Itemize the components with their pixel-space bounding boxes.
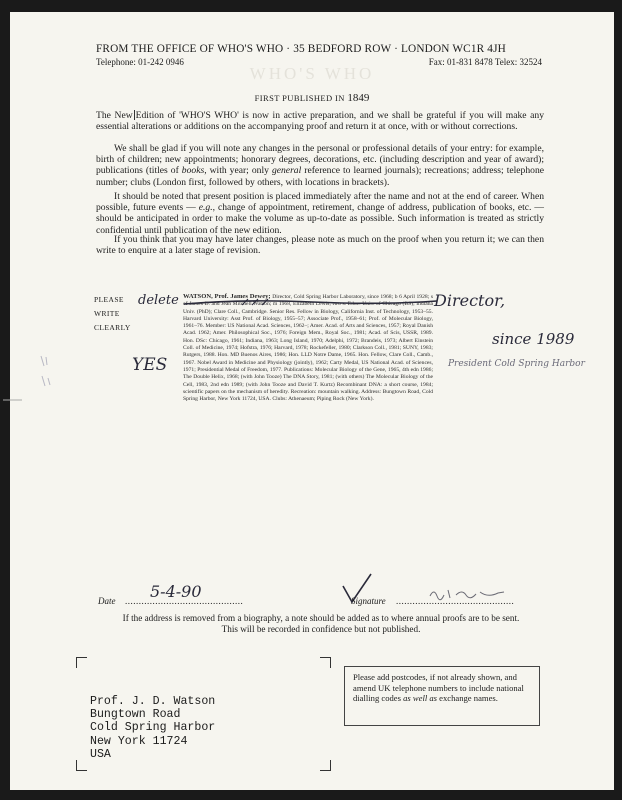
address-line: New York 11724 — [90, 734, 188, 748]
handwritten-president: President Cold Spring Harbor — [448, 359, 585, 369]
address-note-line2: This will be recorded in confidence but not published. — [221, 624, 421, 634]
p3-text-a: It should be noted that present position is placed immediately after the name and not at the end of career. When possible, future events — — [96, 191, 544, 214]
mailing-address — [90, 695, 215, 761]
date-dots: ........................................... — [125, 596, 244, 606]
faint-margin-marks — [38, 354, 62, 388]
address-note-line1: If the address is removed from a biography, a note should be added as to where annual proofs are to be sent. — [122, 613, 520, 623]
address-line: Cold Spring Harbor — [90, 721, 216, 735]
watermark: WHO'S WHO — [249, 64, 375, 83]
p2-text-b: , with year; only — [204, 165, 272, 177]
address-line: USA — [90, 747, 111, 761]
biography-proof-entry — [183, 293, 433, 403]
first-published-year: 1849 — [347, 92, 370, 104]
handwritten-yes: YES — [132, 355, 168, 375]
address-removal-note — [96, 613, 546, 635]
intro-paragraph — [96, 110, 544, 132]
later-changes-paragraph: If you think that you may have later changes, please note as much on the proof when you return it; we can then write to enquire at a later stage of revision. — [96, 234, 544, 257]
window-corner-bottom-right — [320, 760, 331, 771]
handwritten-director: Director, — [434, 291, 506, 310]
fax-telex: Fax: 01-831 8478 Telex: 32524 — [428, 57, 542, 67]
entry-name: WATSON, Prof. James Dewey; — [183, 293, 271, 300]
p3-eg: e.g. — [198, 202, 213, 214]
p1-new: The New — [96, 110, 133, 121]
p2-books: books — [181, 165, 205, 177]
first-published — [10, 92, 614, 104]
telephone: Telephone: 01-242 0946 — [96, 57, 184, 67]
p1-text: Edition of 'WHO'S WHO' is now in active preparation, and we shall be grateful if you will make any essential alterations or additions on the accompanying proof and return it at once, with or without corrections. — [96, 110, 545, 133]
handwritten-signature — [428, 586, 508, 602]
edge-mark — [2, 396, 24, 404]
handwritten-date: 5-4-90 — [150, 582, 202, 601]
changes-paragraph — [96, 143, 544, 188]
strike-through-mark — [182, 296, 442, 308]
notice-text-a: Please add postcodes, if not already shown, and amend UK telephone numbers to include national dialling codes — [353, 672, 524, 704]
form-sheet — [10, 12, 614, 790]
window-corner-top-left — [76, 657, 87, 668]
signature-label: Signature — [351, 596, 386, 606]
notice-as-well-as: as well as — [403, 693, 438, 704]
position-paragraph — [96, 191, 544, 236]
entry-text: Director, Cold Spring Harbor Laboratory, since 1968; b 6 April 1928; s of James D. and Jean Mitchell Watson; m 1968, Elizabeth Lewis; two s. Educ: Univ. of Chicago (BS); Indiana Univ. (PhD); Clare Coll., Cambridge. Senior Res. Fellow in Biology, California Inst. of Technology, 1953–55. Harvard University: Asst Prof. of Biology, 1955–57; Associate Prof., 1958–61; Prof. of Molecular Biology, 1961–76. Member: US National Acad. Sciences, 1962–; Amer. Acad. of Arts and Sciences, 1957; Royal Danish Acad. 1962; Amer. Philosophical Soc., 1976; Foreign Mem., Royal Soc., 1981; Acad. of Scis, USSR, 1989. Hon. DSc: Chicago, 1961; Indiana, 1963; Long Island, 1970; Adelphi, 1972; Brandeis, 1973; Albert Einstein Coll. of Medicine, 1974; Hofstra, 1976; Harvard, 1978; Rockefeller, 1980; Clarkson Coll., 1981; SUNY, 1983; Rutgers, 1988. Hon. MD Buenos Aires, 1986; Hon. LLD Notre Dame, 1965. Hon. Fellow, Clare Coll., Camb., 1967. Nobel Award in Medicine and Physiology (jointly), 1962; Carty Medal, US National Acad. of Sciences, 1971; Presidential Medal of Freedom, 1977. Publications: Molecular Biology of the Gene, 1965, 4th edn 1986; The Double Helix, 1968; (with John Tooze) The DNA Story, 1981; (with others) The Molecular Biology of the Cell, 1983, 2nd edn 1989; (with John Tooze and David T. Kurtz) Recombinant DNA: a short course, 1984; scientific papers on the mechanism of heredity. Recreation: mountain walking. Address: Bungtown Road, Cold Spring Harbor, New York 11724, USA. Clubs: Athenaeum; Piping Rock (New York). — [183, 294, 433, 403]
first-published-label: FIRST PUBLISHED IN — [254, 93, 345, 103]
postcode-notice-box — [344, 666, 540, 726]
office-header: FROM THE OFFICE OF WHO'S WHO · 35 BEDFORD ROW · LONDON WC1R 4JH — [96, 43, 506, 55]
handwritten-delete: delete — [138, 293, 179, 308]
write-label: WRITE — [94, 309, 120, 318]
please-label: PLEASE — [94, 295, 124, 304]
p2-general: general — [271, 165, 302, 177]
address-line: Bungtown Road — [90, 708, 181, 722]
date-label: Date — [98, 596, 116, 606]
window-corner-top-right — [320, 657, 331, 668]
p2-text-a: We shall be glad if you will note any changes in the personal or professional details of your entry: for example, birth of children; new appointments; honorary degrees, decorations, etc. (including description and year of award); publications (titles of — [96, 143, 544, 177]
signature-dots: ........................................... — [396, 596, 515, 606]
notice-text-b: exchange names. — [437, 693, 498, 704]
handwritten-since: since 1989 — [492, 330, 575, 348]
address-line: Prof. J. D. Watson — [90, 695, 216, 708]
p2-text-c: reference to learned journals); recreations; address; telephone number; clubs (London first, followed by others, with locations in brackets). — [96, 165, 544, 188]
clearly-label: CLEARLY — [94, 323, 131, 332]
window-corner-bottom-left — [76, 760, 87, 771]
p3-text-b: , change of appointment, retirement, change of address, publication of books, etc. — should be anticipated in order to make the volume as up-to-date as possible. Such information is treated as strictly confidential until publication of the new edition. — [96, 202, 544, 236]
